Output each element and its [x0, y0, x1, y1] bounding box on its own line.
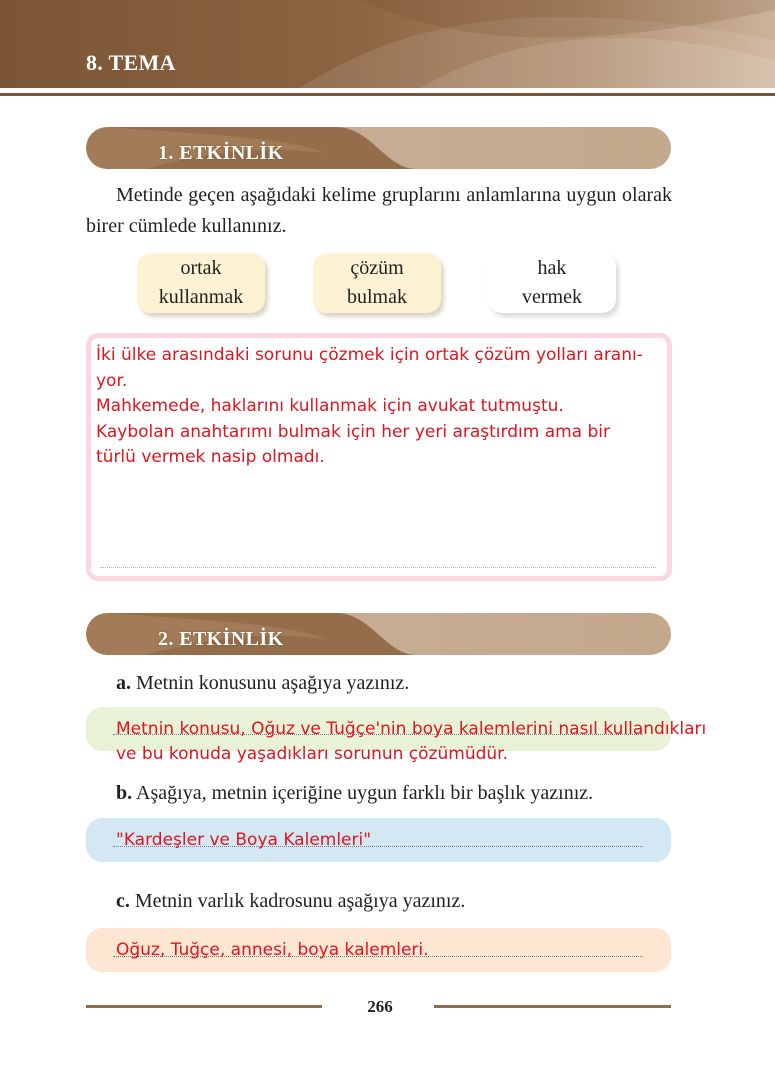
header-divider	[0, 93, 775, 96]
answer-line: Kaybolan anahtarımı bulmak için her yeri araştırdım ama bir	[96, 421, 610, 442]
answer-line: İki ülke arasındaki sorunu çözmek için ortak çözüm yolları aranı-	[96, 345, 643, 365]
question-label: b.	[116, 782, 133, 804]
page-number: 266	[367, 997, 393, 1016]
question-label: a.	[116, 672, 131, 694]
question-b	[116, 780, 593, 806]
chip-line: hak	[537, 257, 567, 279]
answer-line: yor.	[96, 370, 128, 391]
question-text: Metnin varlık kadrosunu aşağıya yazınız.	[134, 890, 466, 912]
word-chip	[137, 253, 265, 313]
question-a	[116, 670, 409, 696]
answer-line: Mahkemede, haklarını kullanmak için avukat tutmuştu.	[96, 396, 564, 416]
answer-line: türlü vermek nasip olmadı.	[96, 447, 325, 467]
section-2-banner	[86, 613, 671, 655]
page-header	[0, 0, 775, 88]
answer-a-line-2: ve bu konuda yaşadıkları sorunun çözümüdür.	[116, 744, 508, 764]
chip-line: kullanmak	[158, 286, 244, 308]
answer-a-line-1: Metnin konusu, Oğuz ve Tuğçe'nin boya kalemlerini nasıl kullandıkları	[116, 719, 707, 739]
section-2-title: 2. ETKİNLİK	[158, 628, 284, 650]
footer-rule-left	[86, 1005, 322, 1008]
chip-line: bulmak	[347, 286, 407, 308]
chip-line: ortak	[180, 257, 222, 279]
footer-rule-right	[434, 1005, 671, 1008]
word-chip	[488, 253, 616, 313]
section-1-instruction: Metinde geçen aşağıdaki kelime gruplarını anlamlarına uygun olarak birer cümlede kullanınız.	[86, 184, 672, 237]
answer-dotted-line	[100, 567, 656, 568]
question-text: Aşağıya, metnin içeriğine uygun farklı bir başlık yazınız.	[136, 782, 594, 804]
question-label: c.	[116, 890, 130, 912]
answer-b-text: "Kardeşler ve Boya Kalemleri"	[116, 830, 372, 850]
section-1-title: 1. ETKİNLİK	[158, 142, 284, 164]
theme-title: 8. TEMA	[86, 50, 176, 75]
chip-line: vermek	[522, 286, 582, 308]
answer-c-text: Oğuz, Tuğçe, annesi, boya kalemleri.	[116, 940, 429, 960]
word-chip	[313, 253, 441, 313]
sentence-answers	[96, 343, 656, 471]
chip-line: çözüm	[350, 257, 404, 279]
question-text: Metnin konusunu aşağıya yazınız.	[136, 672, 410, 694]
section-1-banner	[86, 127, 671, 169]
question-c	[116, 888, 465, 914]
